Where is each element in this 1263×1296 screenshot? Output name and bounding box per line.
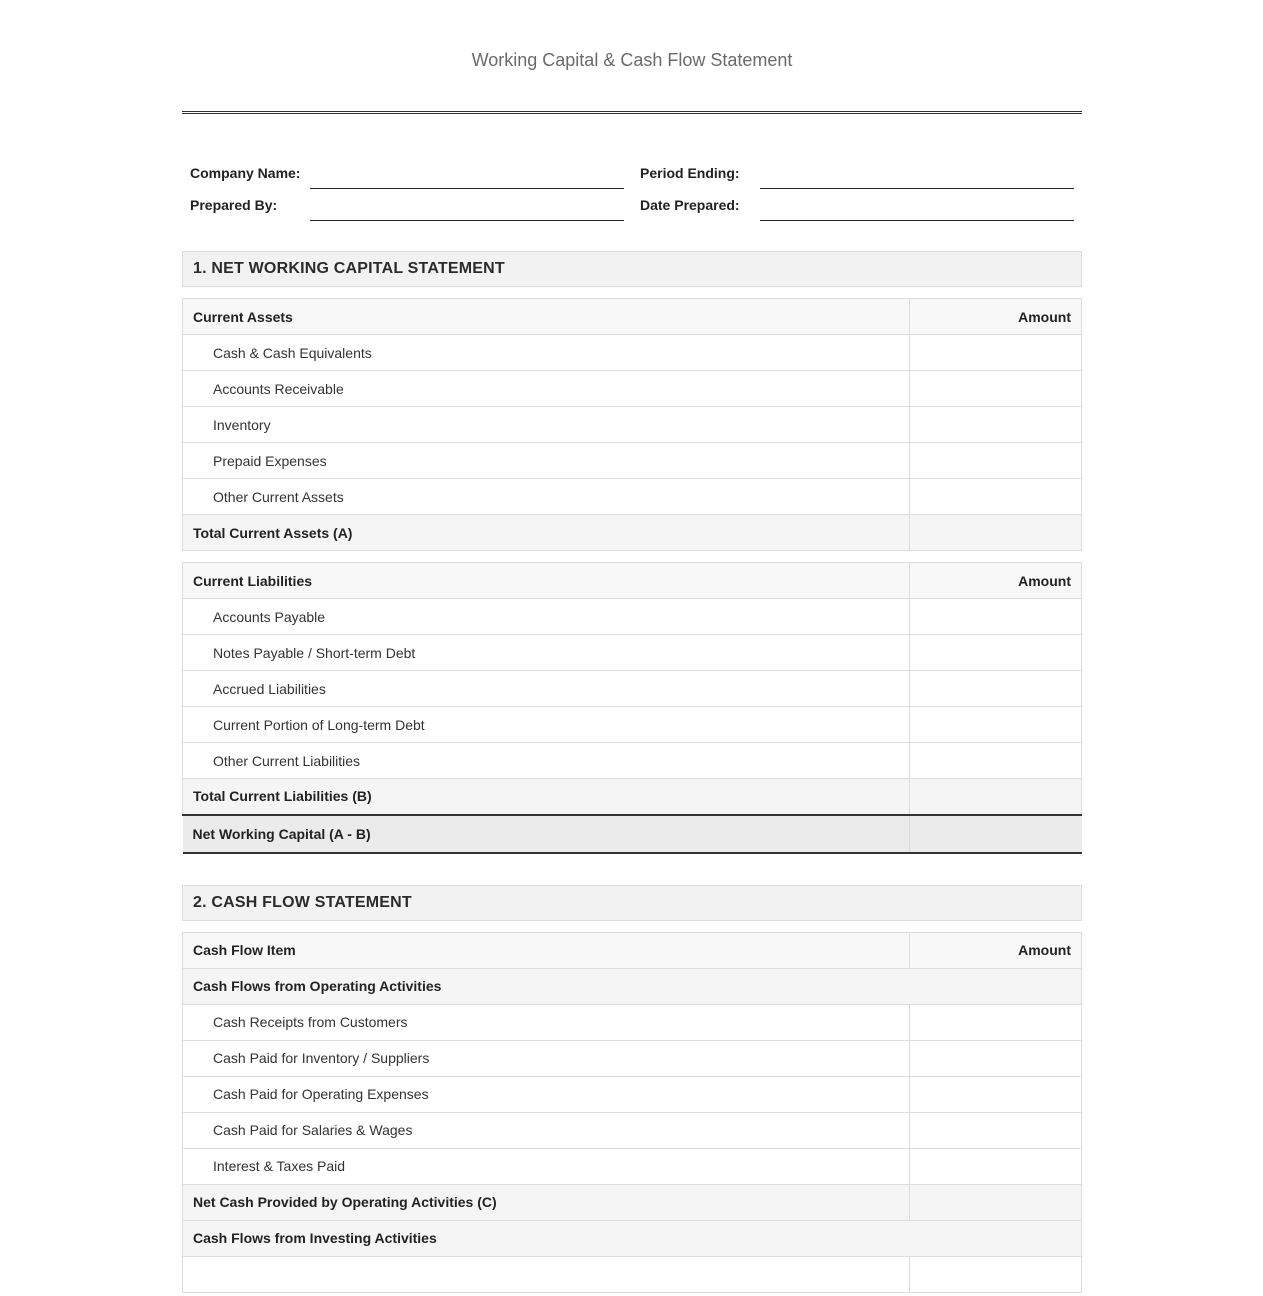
table-row <box>183 371 1082 407</box>
table-row <box>183 743 1082 779</box>
current-assets-table <box>182 298 1082 551</box>
row-label: Other Current Liabilities <box>183 743 910 779</box>
table-row <box>183 1256 1082 1292</box>
total-current-assets-label: Total Current Assets (A) <box>183 515 910 551</box>
company-name-field[interactable] <box>310 164 624 189</box>
section-title-cash-flow: 2. CASH FLOW STATEMENT <box>182 885 1082 921</box>
row-label: Prepaid Expenses <box>183 443 910 479</box>
total-current-liabilities-amount[interactable] <box>910 779 1082 815</box>
column-header-cash-flow-item: Cash Flow Item <box>183 932 910 968</box>
table-row <box>183 635 1082 671</box>
total-current-liabilities-label: Total Current Liabilities (B) <box>183 779 910 815</box>
group-row-investing <box>183 1220 1082 1256</box>
net-working-capital-amount[interactable] <box>910 815 1082 853</box>
document-title: Working Capital & Cash Flow Statement <box>471 50 793 70</box>
amount-cell[interactable] <box>910 1112 1082 1148</box>
period-ending-label: Period Ending: <box>640 165 740 181</box>
table-row <box>183 1004 1082 1040</box>
date-prepared-label: Date Prepared: <box>640 197 740 213</box>
row-label: Notes Payable / Short-term Debt <box>183 635 910 671</box>
amount-cell[interactable] <box>910 479 1082 515</box>
total-current-assets-amount[interactable] <box>910 515 1082 551</box>
net-cash-operating-label: Net Cash Provided by Operating Activities (C) <box>183 1184 910 1220</box>
company-name-label: Company Name: <box>190 165 301 181</box>
column-header-current-liabilities: Current Liabilities <box>183 563 910 599</box>
column-header-current-assets: Current Assets <box>183 299 910 335</box>
table-row <box>183 407 1082 443</box>
table-row <box>183 479 1082 515</box>
net-cash-operating-amount[interactable] <box>910 1184 1082 1220</box>
table-row <box>183 443 1082 479</box>
table-header-row <box>183 563 1082 599</box>
amount-cell[interactable] <box>910 407 1082 443</box>
column-header-amount: Amount <box>910 299 1082 335</box>
group-label-operating: Cash Flows from Operating Activities <box>183 968 1082 1004</box>
amount-cell[interactable] <box>910 599 1082 635</box>
title-divider <box>182 111 1082 114</box>
prepared-by-label: Prepared By: <box>190 197 278 213</box>
amount-cell[interactable] <box>910 371 1082 407</box>
cash-flow-table <box>182 932 1082 1293</box>
meta-row-1 <box>182 157 1082 189</box>
row-label: Cash & Cash Equivalents <box>183 335 910 371</box>
row-label: Interest & Taxes Paid <box>183 1148 910 1184</box>
row-label: Accounts Receivable <box>183 371 910 407</box>
table-row <box>183 1148 1082 1184</box>
total-row <box>183 1184 1082 1220</box>
section-title-working-capital: 1. NET WORKING CAPITAL STATEMENT <box>182 251 1082 287</box>
amount-cell[interactable] <box>910 671 1082 707</box>
total-row <box>183 515 1082 551</box>
date-prepared-field[interactable] <box>760 196 1074 221</box>
table-row <box>183 707 1082 743</box>
table-header-row <box>183 932 1082 968</box>
table-row <box>183 1076 1082 1112</box>
row-label: Accrued Liabilities <box>183 671 910 707</box>
prepared-by-field[interactable] <box>310 196 624 221</box>
row-label: Current Portion of Long-term Debt <box>183 707 910 743</box>
amount-cell[interactable] <box>910 1040 1082 1076</box>
net-working-capital-label: Net Working Capital (A - B) <box>183 815 910 853</box>
amount-cell[interactable] <box>910 1076 1082 1112</box>
row-label: Inventory <box>183 407 910 443</box>
table-row <box>183 1112 1082 1148</box>
total-row <box>183 779 1082 815</box>
column-header-amount: Amount <box>910 563 1082 599</box>
net-working-capital-row <box>183 815 1082 853</box>
table-row <box>183 671 1082 707</box>
group-label-investing: Cash Flows from Investing Activities <box>183 1220 1082 1256</box>
amount-cell[interactable] <box>910 707 1082 743</box>
row-label: Cash Paid for Inventory / Suppliers <box>183 1040 910 1076</box>
row-label: Accounts Payable <box>183 599 910 635</box>
current-liabilities-table <box>182 562 1082 854</box>
amount-cell[interactable] <box>910 635 1082 671</box>
column-header-amount: Amount <box>910 932 1082 968</box>
table-header-row <box>183 299 1082 335</box>
row-label: Other Current Assets <box>183 479 910 515</box>
table-row <box>183 599 1082 635</box>
table-row <box>183 1040 1082 1076</box>
amount-cell[interactable] <box>910 443 1082 479</box>
period-ending-field[interactable] <box>760 164 1074 189</box>
amount-cell[interactable] <box>910 335 1082 371</box>
row-label: Cash Paid for Operating Expenses <box>183 1076 910 1112</box>
amount-cell[interactable] <box>910 1148 1082 1184</box>
amount-cell[interactable] <box>910 743 1082 779</box>
header-fields <box>182 157 1082 221</box>
row-label <box>183 1256 910 1292</box>
table-row <box>183 335 1082 371</box>
group-row-operating <box>183 968 1082 1004</box>
row-label: Cash Receipts from Customers <box>183 1004 910 1040</box>
meta-row-2 <box>182 189 1082 221</box>
row-label: Cash Paid for Salaries & Wages <box>183 1112 910 1148</box>
amount-cell[interactable] <box>910 1004 1082 1040</box>
statement-page <box>182 0 1082 1293</box>
amount-cell[interactable] <box>910 1256 1082 1292</box>
